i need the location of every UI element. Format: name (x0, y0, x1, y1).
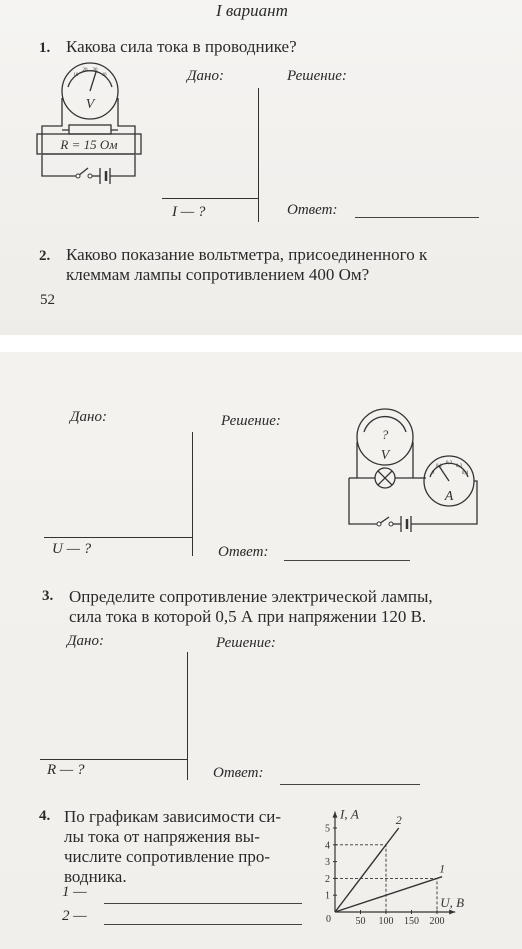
series-label-1: 1 (439, 861, 446, 876)
task3-question-line1: Определите сопротивление электрической лампы, (69, 587, 433, 606)
task3-number: 3. (42, 588, 54, 604)
task4-question-line4: водника. (64, 867, 127, 886)
task4-answer-1-line[interactable] (104, 903, 302, 904)
task3-answer-line[interactable] (280, 784, 420, 785)
voltmeter-reading: ? (381, 427, 389, 442)
task3-given-label: Дано: (67, 633, 104, 649)
worksheet-page-bottom (0, 352, 522, 949)
circuit-diagram-1 (32, 58, 152, 188)
series-label-2: 2 (395, 813, 402, 827)
task1-question: Какова сила тока в проводнике? (66, 37, 297, 56)
task4-answer-2-line[interactable] (104, 924, 302, 925)
task2-question-line1: Каково показание вольтметра, присоединенного к (66, 245, 428, 264)
task3-divider (187, 652, 188, 780)
a-scale-0-4: 0,4 (461, 471, 469, 476)
task2-given-underline (44, 537, 192, 538)
task2-divider (192, 432, 193, 556)
y-tick-label: 5 (325, 823, 330, 835)
task2-number: 2. (39, 248, 51, 264)
y-tick-label: 1 (325, 890, 330, 902)
task2-question-line2: клеммам лампы сопротивлением 400 Ом? (66, 265, 370, 284)
task1-given-underline (162, 198, 258, 199)
task1-answer-label: Ответ: (287, 202, 338, 218)
task1-divider (258, 88, 259, 222)
a-scale-0-3: 0,3 (455, 464, 463, 469)
task1-solution-label: Решение: (287, 68, 347, 84)
task4-question-line3: числите сопротивление про- (64, 847, 271, 866)
x-axis-label: U, В (440, 895, 465, 910)
task2-given-label: Дано: (70, 409, 107, 425)
v-scale-30: 30 (92, 68, 98, 73)
task1-unknown: I — ? (172, 204, 206, 220)
x-tick-label: 50 (355, 916, 366, 927)
worksheet-page-top (0, 0, 522, 335)
task4-question-line1: По графикам зависимости си- (64, 807, 282, 826)
task2-solution-label: Решение: (221, 413, 281, 429)
x-axis-arrow (449, 910, 455, 915)
task3-unknown: R — ? (47, 762, 85, 778)
origin-label: 0 (326, 914, 331, 925)
a-scale-0-2: 0,2 (445, 461, 453, 466)
series-line-2 (335, 828, 399, 912)
task3-answer-label: Ответ: (213, 765, 264, 781)
task1-number: 1. (39, 40, 51, 56)
v-scale-10: 10 (73, 73, 79, 78)
v-scale-40: 40 (101, 73, 107, 78)
x-tick-label: 150 (404, 916, 419, 927)
resistor-label: R = 15 Ом (60, 137, 118, 152)
task2-unknown: U — ? (52, 541, 92, 557)
y-tick-label: 3 (325, 857, 330, 869)
voltmeter-symbol: V (380, 448, 390, 463)
v-scale-20: 20 (82, 68, 88, 73)
a-scale-0-1: 0,1 (435, 464, 443, 469)
ammeter-symbol: A (444, 489, 454, 504)
a-scale-0: 0 (431, 471, 435, 476)
y-axis-label: I, А (340, 810, 359, 822)
y-tick-label: 4 (325, 840, 330, 852)
task4-answer-2-label: 2 — (62, 908, 87, 924)
page-gap (0, 335, 522, 352)
task4-number: 4. (39, 808, 51, 824)
variant-title: I вариант (216, 1, 288, 20)
x-tick-label: 200 (429, 916, 445, 927)
iv-graph (318, 810, 468, 930)
task3-question-line2: сила тока в которой 0,5 А при напряжении 120 В. (69, 607, 427, 626)
y-tick-label: 2 (325, 873, 330, 885)
task2-answer-line[interactable] (284, 560, 410, 561)
page-number: 52 (40, 292, 55, 308)
task4-answer-1-label: 1 — (62, 884, 87, 900)
task3-given-underline (40, 759, 187, 760)
task1-given-label: Дано: (187, 68, 224, 84)
task1-answer-line[interactable] (355, 217, 479, 218)
y-axis-arrow (333, 812, 338, 818)
series-line-1 (335, 877, 442, 912)
voltmeter-symbol: V (85, 97, 95, 112)
task4-question-line2: лы тока от напряжения вы- (64, 827, 260, 846)
x-tick-label: 100 (378, 916, 394, 927)
task3-solution-label: Решение: (216, 635, 276, 651)
task2-answer-label: Ответ: (218, 544, 269, 560)
circuit-diagram-2 (343, 404, 483, 534)
